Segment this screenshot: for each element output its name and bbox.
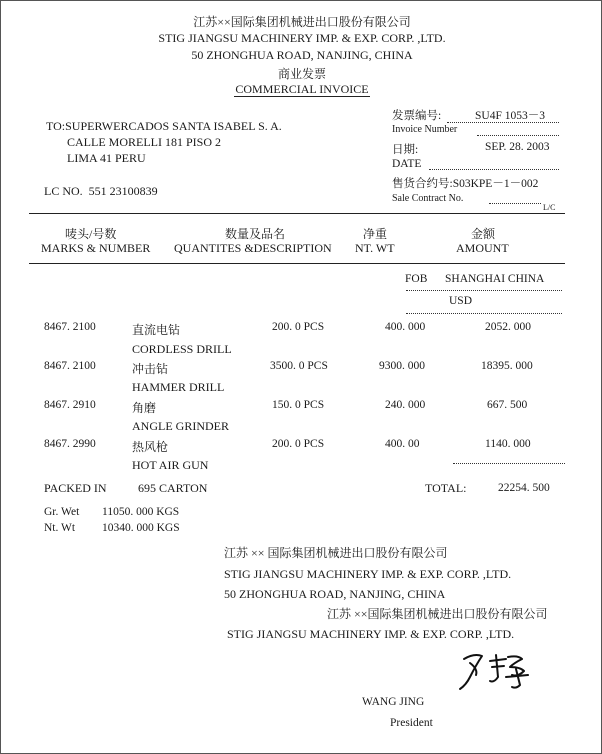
buyer-label: TO: [46,119,66,133]
footer-company-cn: 江苏 ×× 国际集团机械进出口股份有限公司 [224,546,448,560]
item-amount: 1140. 000 [485,438,531,450]
buyer-address-2: LIMA 41 PERU [67,151,146,165]
item-name-en: HAMMER DRILL [132,380,225,394]
invoice-no-value: SU4F 1053－3 [475,110,545,122]
item-mark: 8467. 2990 [44,438,96,450]
item-weight: 9300. 000 [379,360,425,372]
item-amount: 18395. 000 [481,360,533,372]
handwritten-signature [456,647,536,693]
col-marks-en: MARKS & NUMBER [41,241,151,255]
item-quantity: 3500. 0 PCS [270,360,328,372]
date-underline [429,169,559,170]
subtotal-underline [453,463,565,464]
terms-underline [406,290,562,291]
buyer-address-1: CALLE MORELLI 181 PISO 2 [67,135,221,149]
item-name-cn: 直流电钻 [132,323,181,337]
net-weight-value: 10340. 000 KGS [102,522,180,534]
item-name-cn: 角磨 [132,401,157,415]
col-weight-cn: 净重 [363,227,388,241]
total-value: 22254. 500 [498,482,550,494]
contract-label-en: Sale Contract No. [392,193,464,204]
col-qty-cn: 数量及品名 [225,227,286,241]
lc-number: 551 23100839 [88,184,158,198]
lc-label: LC NO. [44,184,83,198]
terms-fob: FOB [405,273,428,285]
item-weight: 240. 000 [385,399,426,411]
total-label: TOTAL: [425,481,467,495]
item-mark: 8467. 2910 [44,399,96,411]
net-weight-label: Nt. Wt [44,522,76,534]
header-divider [29,213,565,214]
date-value: SEP. 28. 2003 [485,141,550,153]
signer-title: President [390,717,433,729]
invoice-no-label-cn: 发票编号: [392,110,442,122]
item-quantity: 200. 0 PCS [272,321,325,333]
date-label-cn: 日期: [392,144,419,156]
footer-address: 50 ZHONGHUA ROAD, NANJING, CHINA [224,587,446,601]
item-name-en: HOT AIR GUN [132,458,209,472]
col-marks-cn: 唛头/号数 [65,227,117,241]
item-weight: 400. 000 [385,321,426,333]
header-company-cn: 江苏××国际集团机械进出口股份有限公司 [193,15,411,29]
contract-value: S03KPE－1－002 [452,178,539,190]
item-name-cn: 热风枪 [132,440,169,454]
item-weight: 400. 00 [385,438,420,450]
invoice-no-en-underline [477,135,559,136]
carton-count: 695 CARTON [138,481,208,495]
footer-company-en: STIG JIANGSU MACHINERY IMP. & EXP. CORP. ,LTD. [224,567,512,581]
packed-in-label: PACKED IN [44,481,107,495]
invoice-title-cn: 商业发票 [277,67,326,81]
item-name-cn: 冲击钻 [132,362,169,376]
currency-underline [406,313,562,314]
item-amount: 2052. 000 [485,321,531,333]
buyer-name: SUPERWERCADOS SANTA ISABEL S. A. [65,119,282,133]
col-weight-en: NT. WT [355,241,395,255]
invoice-title-en: COMMERCIAL INVOICE [235,82,369,96]
item-mark: 8467. 2100 [44,360,96,372]
gross-weight-value: 11050. 000 KGS [102,506,180,518]
col-qty-en: QUANTITES &DESCRIPTION [174,241,332,255]
item-quantity: 200. 0 PCS [272,438,325,450]
terms-currency: USD [449,295,473,307]
item-mark: 8467. 2100 [44,321,96,333]
contract-label-cn: 售货合约号: [392,178,453,190]
signer-name: WANG JING [362,696,425,708]
date-label-en: DATE [392,158,422,170]
header-address: 50 ZHONGHUA ROAD, NANJING, CHINA [191,48,413,62]
col-amount-en: AMOUNT [456,241,509,255]
item-amount: 667. 500 [487,399,528,411]
header-company-en: STIG JIANGSU MACHINERY IMP. & EXP. CORP. ,LTD. [158,31,446,45]
item-name-en: ANGLE GRINDER [132,419,229,433]
stamp-company-en: STIG JIANGSU MACHINERY IMP. & EXP. CORP. ,LTD. [227,627,515,641]
gross-weight-label: Gr. Wet [44,506,80,518]
invoice-no-underline [447,122,559,123]
terms-port: SHANGHAI CHINA [445,273,545,285]
stamp-company-cn: 江苏 ××国际集团机械进出口股份有限公司 [327,607,548,621]
invoice-no-label-en: Invoice Number [392,124,458,135]
item-name-en: CORDLESS DRILL [132,342,232,356]
item-quantity: 150. 0 PCS [272,399,325,411]
col-amount-cn: 金额 [471,227,496,241]
column-header-divider [29,263,565,264]
contract-underline [489,203,541,204]
contract-lc-suffix: L/C [543,203,556,212]
